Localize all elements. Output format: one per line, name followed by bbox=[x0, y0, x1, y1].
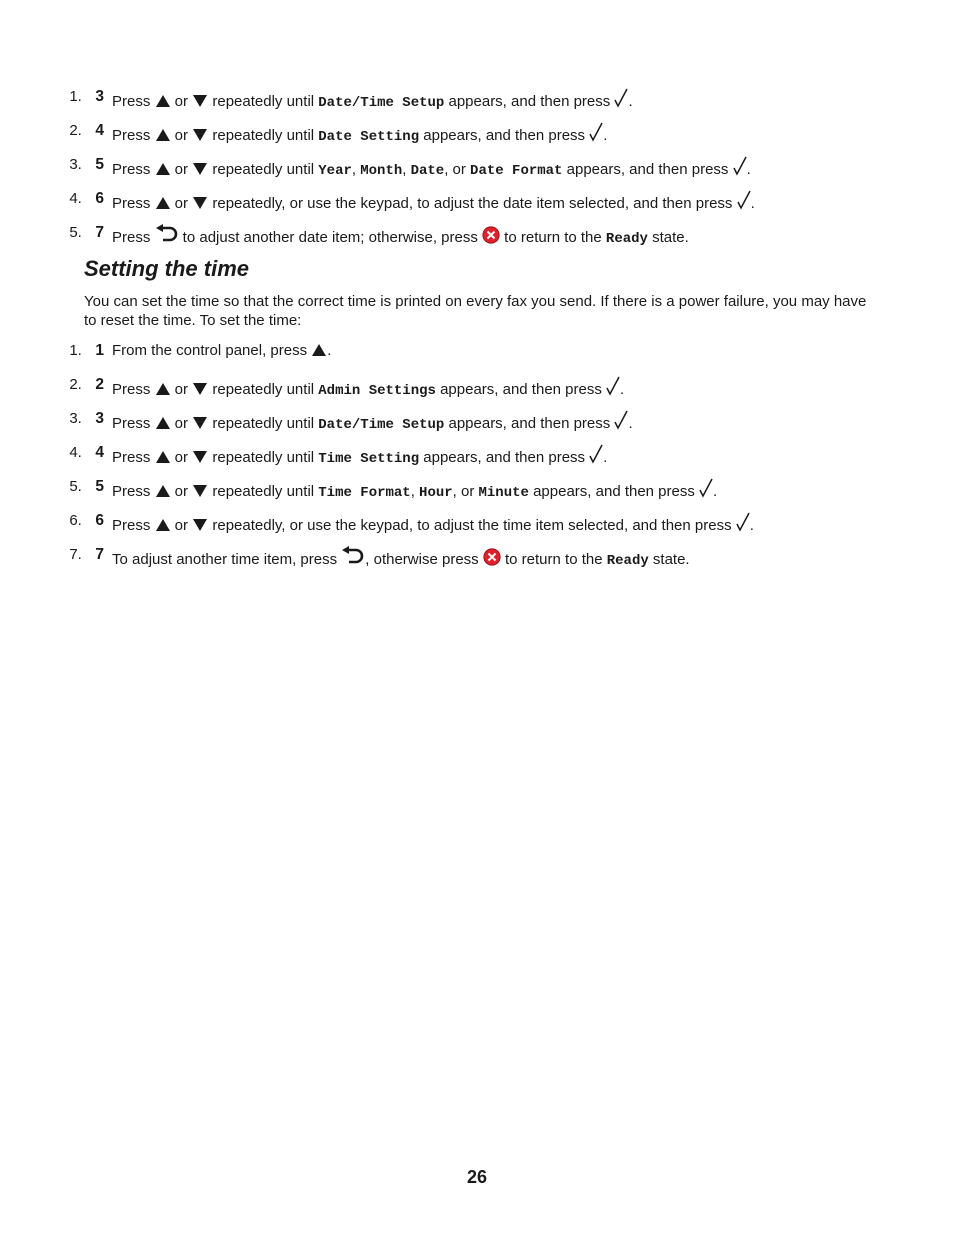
check-icon bbox=[733, 156, 747, 176]
step-text-run: or bbox=[170, 449, 193, 466]
step-text-run: or bbox=[170, 483, 193, 500]
step-text-run: repeatedly, or use the keypad, to adjust the date item selected, and then press bbox=[208, 195, 737, 212]
step-number: 1. 1 bbox=[95, 342, 104, 359]
step-text bbox=[112, 444, 607, 468]
check-icon bbox=[614, 410, 628, 430]
step-number: 3. 3 bbox=[95, 410, 104, 427]
step-number: 5. 7 bbox=[95, 224, 104, 241]
up-arrow-icon bbox=[155, 382, 171, 396]
menu-item-name: Date/Time Setup bbox=[318, 417, 445, 433]
check-icon bbox=[589, 444, 603, 464]
step-text-run: Press bbox=[112, 229, 155, 246]
step-text bbox=[112, 224, 689, 248]
step-text-run: . bbox=[750, 195, 755, 212]
step-text-run: Press bbox=[112, 517, 155, 534]
step-text-run: or bbox=[170, 93, 193, 110]
date-step-7 bbox=[86, 224, 886, 258]
time-step-5 bbox=[86, 478, 886, 512]
step-text-run: repeatedly, or use the keypad, to adjust the time item selected, and then press bbox=[208, 517, 736, 534]
step-text-run: , or bbox=[444, 161, 471, 178]
back-icon bbox=[155, 224, 179, 244]
step-text-run: repeatedly until bbox=[208, 483, 319, 500]
step-text bbox=[112, 376, 624, 400]
time-step-2 bbox=[86, 376, 886, 410]
step-text-run: , otherwise press bbox=[365, 551, 483, 568]
step-text-run: . bbox=[713, 483, 718, 500]
step-text-run: . bbox=[628, 93, 633, 110]
menu-item-name: Time Setting bbox=[318, 451, 420, 467]
step-text-run: . bbox=[620, 381, 625, 398]
step-text-run: , bbox=[351, 161, 361, 178]
date-step-6 bbox=[86, 190, 886, 224]
step-text-run: or bbox=[170, 127, 193, 144]
down-arrow-icon bbox=[192, 518, 208, 532]
up-arrow-icon bbox=[155, 162, 171, 176]
step-text-run: to adjust another date item; otherwise, press bbox=[178, 229, 483, 246]
step-number: 7. 7 bbox=[95, 546, 104, 563]
step-text bbox=[112, 122, 607, 146]
back-icon bbox=[341, 546, 365, 566]
up-arrow-icon bbox=[155, 416, 171, 430]
step-number: 1. 3 bbox=[95, 88, 104, 105]
step-text-run: From the control panel, press bbox=[112, 342, 312, 359]
step-text-run: appears, and then press bbox=[528, 483, 700, 500]
menu-item-name: Date Format bbox=[470, 163, 563, 179]
check-icon bbox=[614, 88, 628, 108]
down-arrow-icon bbox=[192, 94, 208, 108]
step-text-run: . bbox=[628, 415, 633, 432]
step-text-run: Press bbox=[112, 381, 155, 398]
step-text-run: , or bbox=[452, 483, 479, 500]
step-text-run: appears, and then press bbox=[419, 127, 590, 144]
down-arrow-icon bbox=[192, 416, 208, 430]
step-text-run: , bbox=[410, 483, 420, 500]
menu-item-name: Admin Settings bbox=[318, 383, 436, 399]
date-steps-list bbox=[86, 88, 886, 258]
step-text-run: to return to the bbox=[500, 229, 606, 246]
date-step-3 bbox=[86, 88, 886, 122]
time-step-4 bbox=[86, 444, 886, 478]
step-text bbox=[112, 156, 751, 180]
step-text-run: Press bbox=[112, 415, 155, 432]
date-step-4 bbox=[86, 122, 886, 156]
up-arrow-icon bbox=[155, 450, 171, 464]
step-text-run: repeatedly until bbox=[208, 161, 319, 178]
step-text-run: state. bbox=[647, 229, 689, 246]
step-text bbox=[112, 88, 633, 112]
down-arrow-icon bbox=[192, 128, 208, 142]
step-number: 4. 6 bbox=[95, 190, 104, 207]
check-icon bbox=[737, 190, 751, 210]
step-text-run: . bbox=[327, 342, 332, 359]
check-icon bbox=[699, 478, 713, 498]
step-text bbox=[112, 410, 633, 434]
step-text-run: Press bbox=[112, 93, 155, 110]
step-text-run: Press bbox=[112, 449, 155, 466]
up-arrow-icon bbox=[155, 484, 171, 498]
menu-item-name: Month bbox=[360, 163, 403, 179]
up-arrow-icon bbox=[155, 196, 171, 210]
step-text-run: . bbox=[749, 517, 754, 534]
step-text-run: state. bbox=[648, 551, 690, 568]
up-arrow-icon bbox=[155, 128, 171, 142]
check-icon bbox=[589, 122, 603, 142]
step-text-run: or bbox=[170, 415, 193, 432]
step-text-run: appears, and then press bbox=[419, 449, 590, 466]
down-arrow-icon bbox=[192, 382, 208, 396]
step-number: 3. 5 bbox=[95, 156, 104, 173]
step-text-run: or bbox=[170, 161, 193, 178]
menu-item-name: Ready bbox=[605, 231, 648, 247]
date-step-5 bbox=[86, 156, 886, 190]
step-text bbox=[112, 478, 717, 502]
step-text-run: . bbox=[603, 449, 608, 466]
menu-item-name: Time Format bbox=[318, 485, 411, 501]
step-text-run: Press bbox=[112, 127, 155, 144]
step-number: 4. 4 bbox=[95, 444, 104, 461]
time-step-7 bbox=[86, 546, 886, 580]
step-number: 6. 6 bbox=[95, 512, 104, 529]
step-text bbox=[112, 512, 754, 535]
step-text bbox=[112, 546, 690, 570]
section-heading: Setting the time bbox=[84, 256, 250, 281]
step-text-run: repeatedly until bbox=[208, 449, 319, 466]
stop-icon bbox=[482, 226, 500, 244]
step-text-run: repeatedly until bbox=[208, 93, 319, 110]
step-text-run: , bbox=[402, 161, 411, 178]
step-number: 2. 4 bbox=[95, 122, 104, 139]
step-text-run: . bbox=[746, 161, 751, 178]
step-number: 2. 2 bbox=[95, 376, 104, 393]
time-step-3 bbox=[86, 410, 886, 444]
step-text-run: appears, and then press bbox=[562, 161, 733, 178]
time-steps-list bbox=[86, 342, 886, 580]
time-step-1 bbox=[86, 342, 886, 376]
step-text-run: . bbox=[603, 127, 608, 144]
step-text-run: repeatedly until bbox=[208, 415, 319, 432]
step-text-run: to return to the bbox=[500, 551, 607, 568]
step-text-run: Press bbox=[112, 483, 155, 500]
up-arrow-icon bbox=[155, 518, 171, 532]
menu-item-name: Date/Time Setup bbox=[318, 95, 445, 111]
menu-item-name: Date Setting bbox=[318, 129, 420, 145]
step-text-run: To adjust another time item, press bbox=[112, 551, 342, 568]
page-number: 26 bbox=[466, 1167, 488, 1187]
step-text-run: or bbox=[170, 195, 193, 212]
step-number: 5. 5 bbox=[95, 478, 104, 495]
step-text-run: or bbox=[170, 381, 193, 398]
check-icon bbox=[736, 512, 750, 532]
menu-item-name: Date bbox=[410, 163, 445, 179]
step-text-run: repeatedly until bbox=[208, 381, 319, 398]
time-step-6 bbox=[86, 512, 886, 546]
up-arrow-icon bbox=[311, 343, 327, 357]
step-text bbox=[112, 342, 331, 360]
down-arrow-icon bbox=[192, 162, 208, 176]
stop-icon bbox=[483, 548, 501, 566]
menu-item-name: Ready bbox=[606, 553, 649, 569]
menu-item-name: Minute bbox=[478, 485, 529, 501]
menu-item-name: Year bbox=[318, 163, 352, 179]
step-text-run: Press bbox=[112, 161, 155, 178]
down-arrow-icon bbox=[192, 450, 208, 464]
step-text-run: appears, and then press bbox=[444, 93, 615, 110]
step-text bbox=[112, 190, 755, 213]
step-text-run: Press bbox=[112, 195, 155, 212]
check-icon bbox=[606, 376, 620, 396]
step-text-run: appears, and then press bbox=[435, 381, 607, 398]
step-text-run: or bbox=[170, 517, 193, 534]
step-text-run: appears, and then press bbox=[444, 415, 615, 432]
menu-item-name: Hour bbox=[419, 485, 453, 501]
down-arrow-icon bbox=[192, 484, 208, 498]
intro-paragraph: You can set the time so that the correct time is printed on every fax you send. If there is a power failure, you may have to reset the time. To set the time: bbox=[84, 293, 867, 329]
step-text-run: repeatedly until bbox=[208, 127, 319, 144]
up-arrow-icon bbox=[155, 94, 171, 108]
down-arrow-icon bbox=[192, 196, 208, 210]
